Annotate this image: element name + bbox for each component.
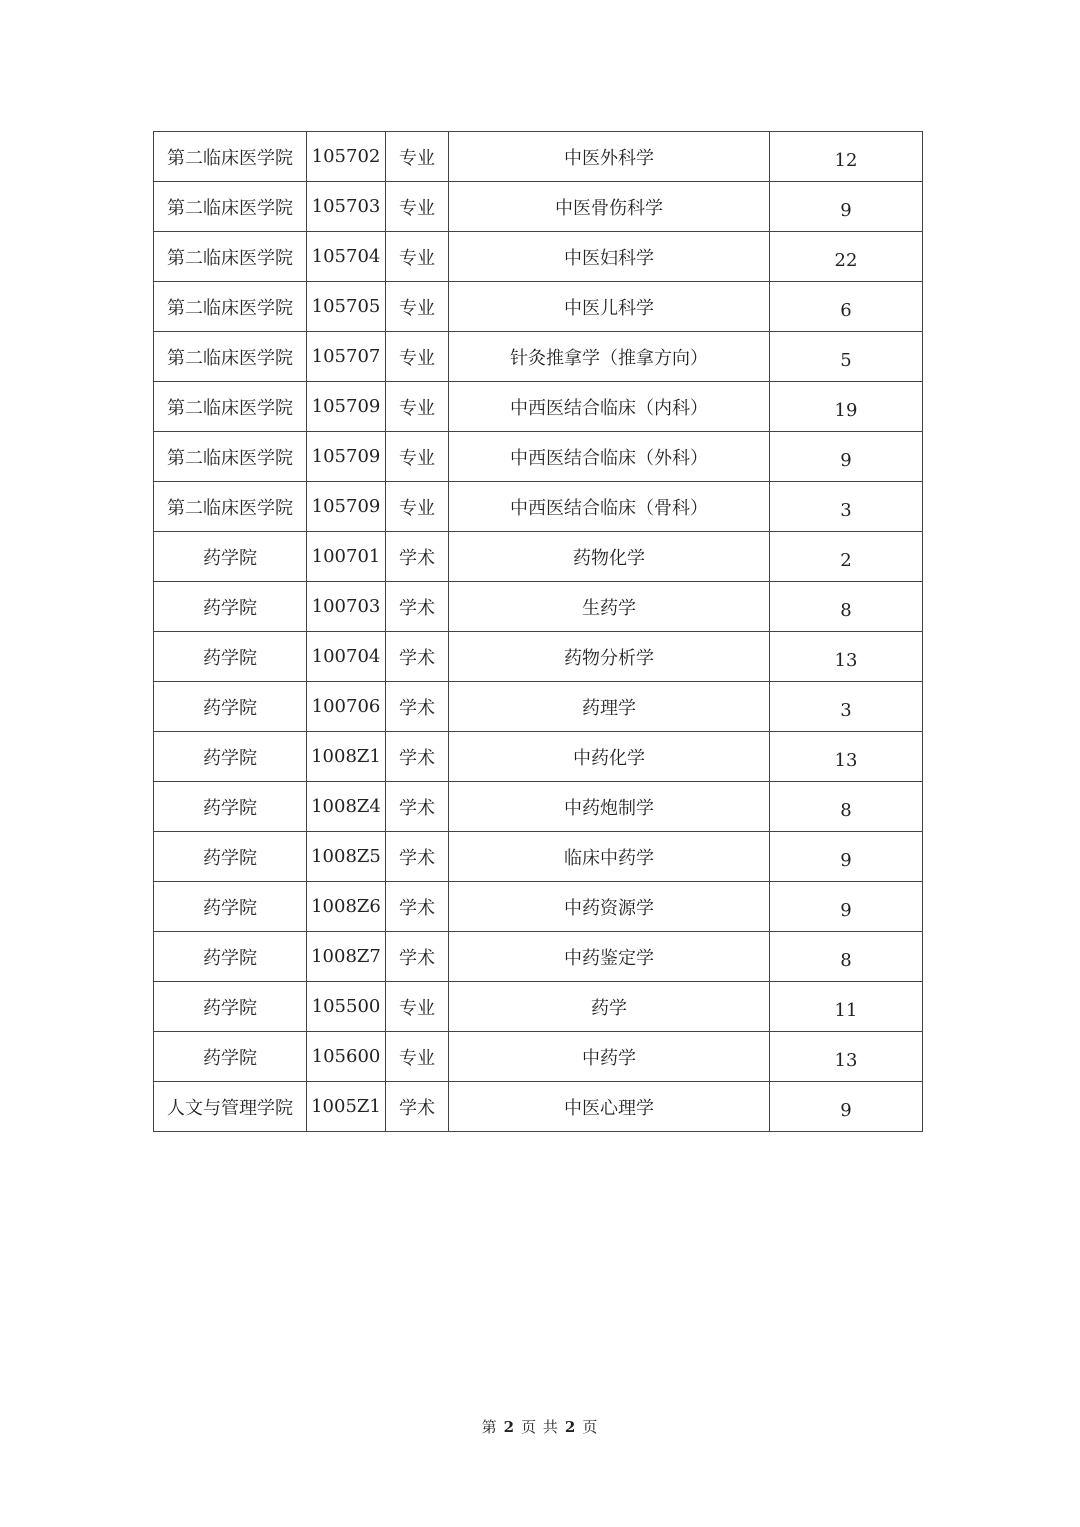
quota-cell: 12: [770, 132, 923, 182]
quota-cell: 5: [770, 332, 923, 382]
major-cell: 药理学: [449, 682, 770, 732]
college-cell: 第二临床医学院: [154, 432, 307, 482]
quota-cell: 3: [770, 682, 923, 732]
table-row: [154, 532, 923, 582]
college-cell: 药学院: [154, 832, 307, 882]
major-cell: 中医妇科学: [449, 232, 770, 282]
major-cell: 生药学: [449, 582, 770, 632]
college-cell: 第二临床医学院: [154, 282, 307, 332]
quota-cell: 8: [770, 782, 923, 832]
college-cell: 药学院: [154, 1032, 307, 1082]
quota-cell: 11: [770, 982, 923, 1032]
code-cell: 105702: [307, 132, 386, 182]
college-cell: 第二临床医学院: [154, 382, 307, 432]
college-cell: 药学院: [154, 882, 307, 932]
code-cell: 1008Z6: [307, 882, 386, 932]
major-cell: 中药炮制学: [449, 782, 770, 832]
footer-page-word: 页: [521, 1418, 538, 1436]
major-cell: 中医儿科学: [449, 282, 770, 332]
table-row: [154, 232, 923, 282]
table-row: [154, 482, 923, 532]
type-cell: 专业: [386, 982, 449, 1032]
table-row: [154, 832, 923, 882]
code-cell: 100704: [307, 632, 386, 682]
major-cell: 针灸推拿学（推拿方向）: [449, 332, 770, 382]
quota-cell: 19: [770, 382, 923, 432]
college-cell: 药学院: [154, 532, 307, 582]
quota-cell: 8: [770, 582, 923, 632]
quota-cell: 9: [770, 882, 923, 932]
code-cell: 105500: [307, 982, 386, 1032]
type-cell: 学术: [386, 582, 449, 632]
code-cell: 100703: [307, 582, 386, 632]
quota-cell: 13: [770, 1032, 923, 1082]
quota-cell: 2: [770, 532, 923, 582]
code-cell: 100706: [307, 682, 386, 732]
quota-cell: 9: [770, 182, 923, 232]
code-cell: 1008Z4: [307, 782, 386, 832]
major-cell: 药物分析学: [449, 632, 770, 682]
table-row: [154, 982, 923, 1032]
major-cell: 中西医结合临床（骨科）: [449, 482, 770, 532]
total-pages: 2: [564, 1418, 577, 1436]
quota-cell: 22: [770, 232, 923, 282]
type-cell: 学术: [386, 932, 449, 982]
major-cell: 中药学: [449, 1032, 770, 1082]
quota-cell: 9: [770, 432, 923, 482]
quota-cell: 3: [770, 482, 923, 532]
table-row: [154, 682, 923, 732]
code-cell: 105704: [307, 232, 386, 282]
major-cell: 中药资源学: [449, 882, 770, 932]
table-row: [154, 932, 923, 982]
quota-cell: 6: [770, 282, 923, 332]
code-cell: 105709: [307, 432, 386, 482]
type-cell: 专业: [386, 232, 449, 282]
table-row: [154, 332, 923, 382]
table-row: [154, 182, 923, 232]
table-row: [154, 1032, 923, 1082]
code-cell: 100701: [307, 532, 386, 582]
college-cell: 药学院: [154, 982, 307, 1032]
quota-cell: 8: [770, 932, 923, 982]
type-cell: 专业: [386, 432, 449, 482]
type-cell: 学术: [386, 732, 449, 782]
table-row: [154, 132, 923, 182]
type-cell: 专业: [386, 282, 449, 332]
type-cell: 专业: [386, 482, 449, 532]
type-cell: 专业: [386, 1032, 449, 1082]
table-row: [154, 632, 923, 682]
college-cell: 第二临床医学院: [154, 232, 307, 282]
college-cell: 人文与管理学院: [154, 1082, 307, 1132]
table-row: [154, 782, 923, 832]
type-cell: 学术: [386, 632, 449, 682]
college-cell: 第二临床医学院: [154, 182, 307, 232]
code-cell: 105705: [307, 282, 386, 332]
table-row: [154, 882, 923, 932]
type-cell: 学术: [386, 832, 449, 882]
quota-cell: 13: [770, 632, 923, 682]
footer-prefix: 第: [481, 1418, 498, 1436]
table-row: [154, 282, 923, 332]
code-cell: 105600: [307, 1032, 386, 1082]
enrollment-table: [153, 131, 923, 1132]
college-cell: 药学院: [154, 932, 307, 982]
type-cell: 学术: [386, 882, 449, 932]
type-cell: 专业: [386, 382, 449, 432]
type-cell: 学术: [386, 682, 449, 732]
type-cell: 学术: [386, 1082, 449, 1132]
code-cell: 1005Z1: [307, 1082, 386, 1132]
type-cell: 学术: [386, 782, 449, 832]
table-row: [154, 732, 923, 782]
code-cell: 105709: [307, 382, 386, 432]
college-cell: 药学院: [154, 732, 307, 782]
major-cell: 中医外科学: [449, 132, 770, 182]
current-page: 2: [503, 1418, 516, 1436]
table-row: [154, 432, 923, 482]
major-cell: 药学: [449, 982, 770, 1032]
type-cell: 专业: [386, 132, 449, 182]
quota-cell: 9: [770, 832, 923, 882]
college-cell: 药学院: [154, 632, 307, 682]
major-cell: 中西医结合临床（外科）: [449, 432, 770, 482]
major-cell: 药物化学: [449, 532, 770, 582]
table-row: [154, 1082, 923, 1132]
college-cell: 第二临床医学院: [154, 332, 307, 382]
table-row: [154, 382, 923, 432]
major-cell: 中药鉴定学: [449, 932, 770, 982]
type-cell: 学术: [386, 532, 449, 582]
major-cell: 中药化学: [449, 732, 770, 782]
major-cell: 中医心理学: [449, 1082, 770, 1132]
code-cell: 1008Z7: [307, 932, 386, 982]
major-cell: 临床中药学: [449, 832, 770, 882]
major-cell: 中医骨伤科学: [449, 182, 770, 232]
college-cell: 第二临床医学院: [154, 132, 307, 182]
college-cell: 药学院: [154, 782, 307, 832]
table-body: [154, 132, 923, 1132]
type-cell: 专业: [386, 332, 449, 382]
table-row: [154, 582, 923, 632]
footer-total-word: 共: [542, 1418, 559, 1436]
type-cell: 专业: [386, 182, 449, 232]
footer-suffix: 页: [582, 1418, 599, 1436]
college-cell: 第二临床医学院: [154, 482, 307, 532]
code-cell: 105707: [307, 332, 386, 382]
college-cell: 药学院: [154, 682, 307, 732]
code-cell: 105709: [307, 482, 386, 532]
code-cell: 1008Z1: [307, 732, 386, 782]
page-footer: [0, 1416, 1080, 1437]
college-cell: 药学院: [154, 582, 307, 632]
code-cell: 105703: [307, 182, 386, 232]
major-cell: 中西医结合临床（内科）: [449, 382, 770, 432]
code-cell: 1008Z5: [307, 832, 386, 882]
quota-cell: 13: [770, 732, 923, 782]
quota-cell: 9: [770, 1082, 923, 1132]
